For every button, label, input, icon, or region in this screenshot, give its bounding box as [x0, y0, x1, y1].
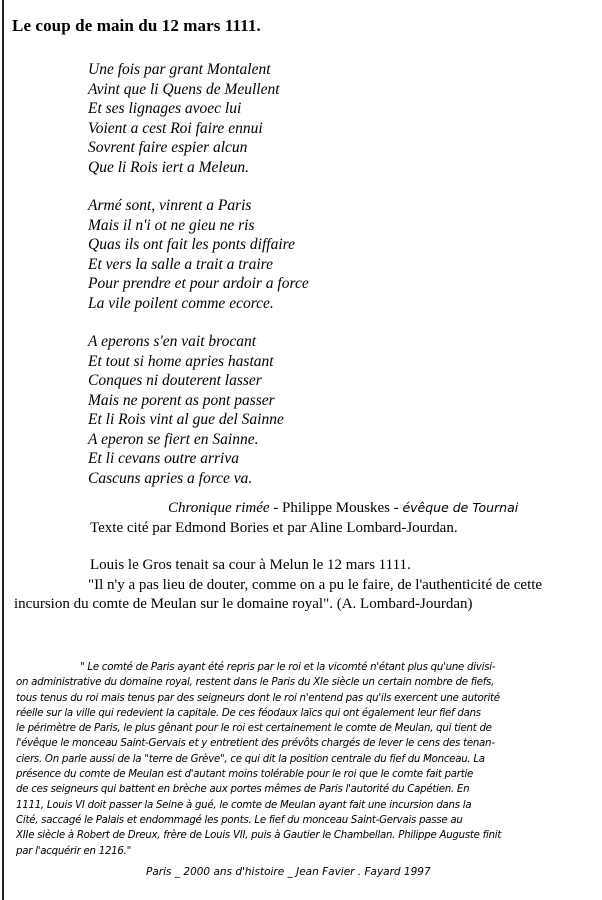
- handwritten-line: on administrative du domaine royal, restent dans le Paris du XIe siècle un certain nombre de fiefs,: [16, 677, 495, 689]
- poem-line: Conques ni douterent lasser: [88, 372, 262, 389]
- poem-line: Et vers la salle a trait a traire: [88, 255, 273, 273]
- poem-line: Mais ne porent as pont passer: [88, 391, 275, 409]
- poem-line: A eperons s'en vait brocant: [88, 333, 257, 350]
- poem-line: Que li Rois iert a Meleun.: [88, 158, 249, 176]
- poem-line: A eperon se fiert en Sainne.: [88, 430, 259, 448]
- poem-line: Et ses lignages avoec lui: [88, 100, 242, 117]
- handwritten-line: ciers. On parle aussi de la "terre de Grève", ce qui dit la position centrale du fief du Monceau. La: [16, 753, 485, 765]
- handwritten-line: réelle sur la ville qui redevient la capitale. De ces féodaux laïcs qui ont également leur fief dans: [16, 707, 481, 719]
- handwritten-line: l'évêque le monceau Saint-Gervais et y entretient des prévôts chargés de lever le cens des tenan-: [16, 738, 495, 750]
- poem: [88, 60, 309, 507]
- handwritten-source: Paris _ 2000 ans d'histoire _ Jean Favier . Fayard 1997: [146, 866, 431, 878]
- handwritten-line: par l'acquérir en 1216.": [16, 845, 132, 857]
- melun-statement: Louis le Gros tenait sa cour à Melun le 12 mars 1111.: [90, 557, 411, 573]
- handwritten-passage: [16, 660, 592, 859]
- handwritten-line: " Le comté de Paris ayant été repris par le roi et la vicomté n'étant plus qu'une divisi-: [80, 662, 496, 673]
- poem-line: Voient a cest Roi faire ennui: [88, 119, 263, 137]
- poem-line: Et li Rois vint al gue del Sainne: [88, 411, 284, 428]
- poem-line: Quas ils ont fait les ponts diffaire: [88, 236, 295, 253]
- poem-stanza: [88, 60, 309, 177]
- poem-stanza: [88, 332, 309, 488]
- poem-line: Pour prendre et pour ardoir a force: [88, 275, 309, 292]
- poem-line: Et li cevans outre arriva: [88, 450, 239, 467]
- attribution-separator: -: [269, 500, 283, 516]
- handwritten-author-title: évêque de Tournai: [402, 500, 519, 515]
- poem-stanza: [88, 196, 309, 313]
- poem-line: Sovrent faire espier alcun: [88, 139, 248, 156]
- lombard-jourdan-quote: "Il n'y a pas lieu de douter, comme on a pu le faire, de l'authenticité de cette incursion du comte de Meulan sur le domaine royal". (A. Lombard-Jourdan): [14, 577, 543, 612]
- handwritten-line: Cité, saccagé le Palais et endommagé les ponts. Le fief du monceau Saint-Gervais passe au: [16, 814, 463, 826]
- work-title: Chronique rimée: [168, 500, 270, 516]
- poem-line: Une fois par grant Montalent: [88, 61, 271, 78]
- poem-line: Cascuns apries a force va.: [88, 469, 253, 487]
- handwritten-line: le périmètre de Paris, le plus gênant pour le roi est certainement le comte de Meulan, qui tient de: [16, 723, 492, 735]
- handwritten-line: tous tenus du roi mais tenus par des seigneurs dont le roi n'entend pas qu'ils exercent une autorité: [16, 692, 500, 704]
- handwritten-line: présence du comte de Meulan est d'autant moins tolérable pour le roi que le comte fait partie: [16, 769, 474, 781]
- poem-line: Et tout si home apries hastant: [88, 352, 274, 370]
- left-margin-line: [2, 0, 4, 900]
- page-title: Le coup de main du 12 mars 1111.: [12, 16, 261, 35]
- handwritten-line: de ces seigneurs qui battent en brèche aux portes mêmes de Paris l'autorité du Capétien. En: [16, 784, 470, 796]
- author-name: Philippe Mouskes: [282, 500, 390, 516]
- poem-line: Mais il n'i ot ne gieu ne ris: [88, 216, 255, 234]
- handwritten-line: 1111, Louis VI doit passer la Seine à gué, le comte de Meulan ayant fait une incursion dans la: [16, 799, 472, 811]
- poem-attribution: Chronique rimée - Philippe Mouskes - évêque de Tournai: [168, 500, 519, 516]
- handwritten-line: XIIe siècle à Robert de Dreux, frère de Louis VII, puis à Gautier le Chambellan. Philippe Auguste finit: [16, 830, 502, 842]
- poem-line: La vile poilent comme ecorce.: [88, 294, 274, 312]
- poem-line: Avint que li Quens de Meullent: [88, 80, 280, 98]
- cited-by-text: Texte cité par Edmond Bories et par Aline Lombard-Jourdan.: [90, 520, 458, 536]
- poem-line: Armé sont, vinrent a Paris: [88, 197, 252, 214]
